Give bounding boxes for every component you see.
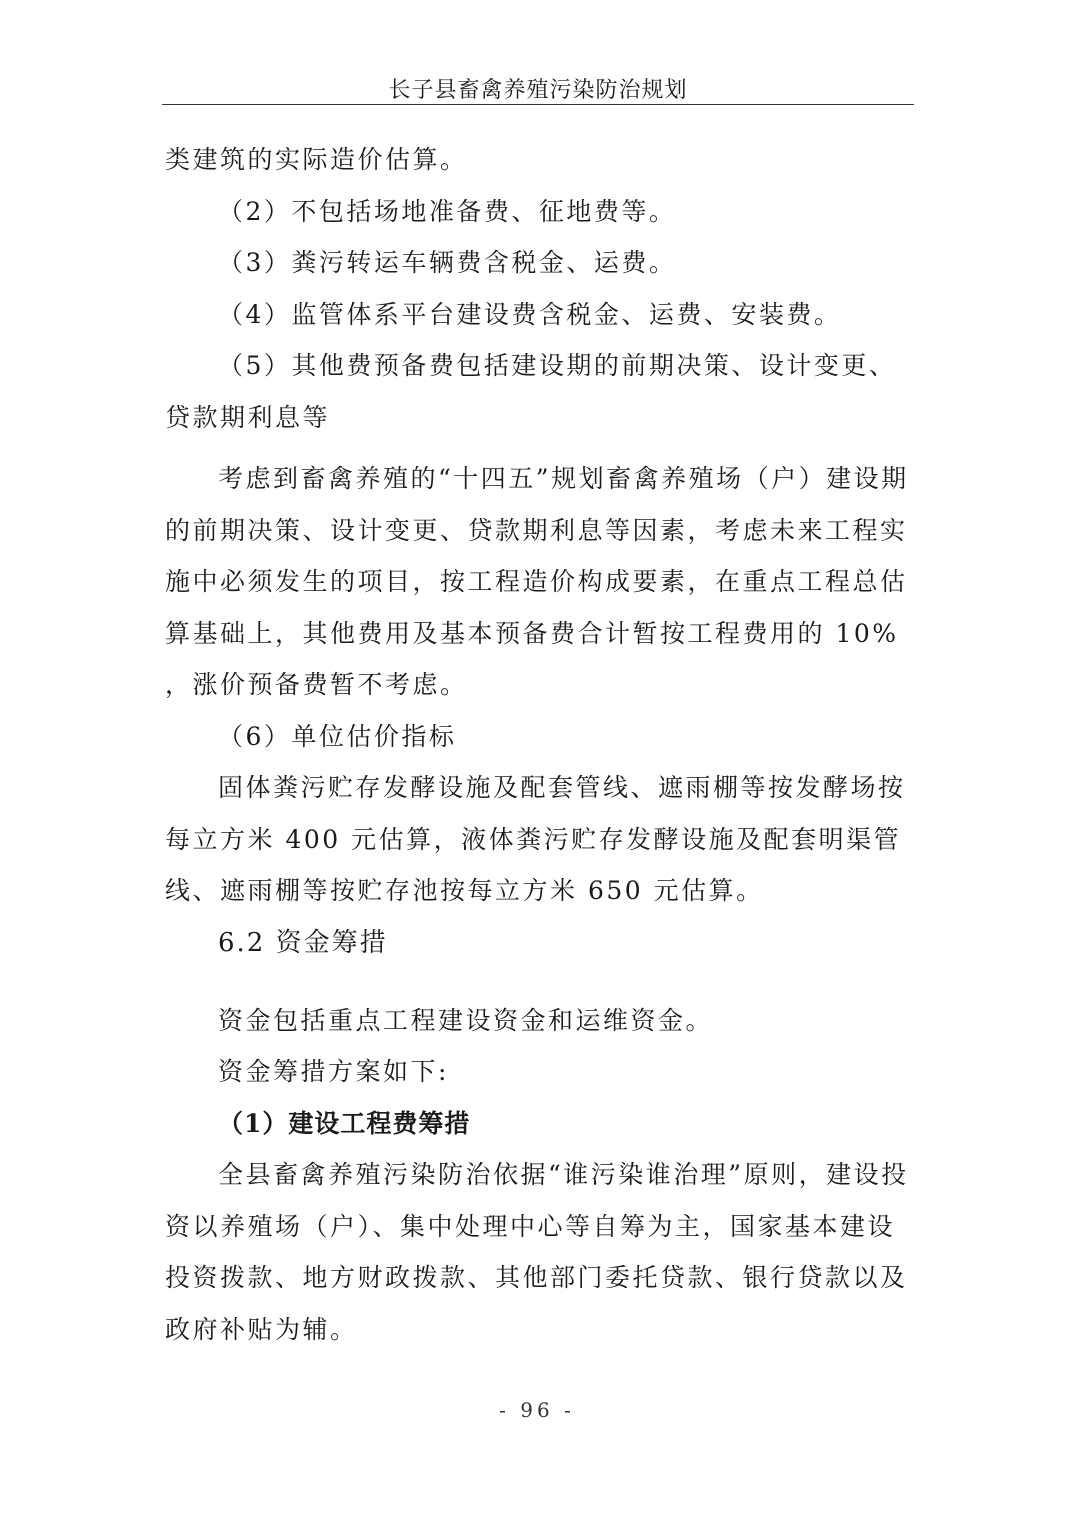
header-divider <box>162 104 914 105</box>
subheading-construction-funding: （1）建设工程费筹措 <box>218 1108 471 1138</box>
paragraph-plan-label: 资金筹措方案如下: <box>218 1057 449 1086</box>
list-item-6: （6）单位估价指标 <box>218 721 457 751</box>
list-item-5: （5）其他费预备费包括建设期的前期决策、设计变更、贷款期利息等 <box>165 351 897 432</box>
paragraph-cost-consideration: 考虑到畜禽养殖的“十四五”规划畜禽养殖场（户）建设期的前期决策、设计变更、贷款期利息等因素，考虑未来工程实施中必须发生的项目，按工程造价构成要素，在重点工程总估算基础上，其他费用及基本预备费合计暂按工程费用的 10% ，涨价预备费暂不考虑。 <box>165 464 909 699</box>
paragraph-continuation: 类建筑的实际造价估算。 <box>165 145 468 174</box>
paragraph-funding-body: 全县畜禽养殖污染防治依据“谁污染谁治理”原则，建设投资以养殖场（户）、集中处理中心等自筹为主，国家基本建设投资拨款、地方财政拨款、其他部门委托贷款、银行贷款以及政府补贴为辅。 <box>165 1160 909 1344</box>
paragraph-funding-intro: 资金包括重点工程建设资金和运维资金。 <box>218 1005 714 1035</box>
running-header: 长子县畜禽养殖污染防治规划 <box>388 78 688 103</box>
paragraph-unit-price: 固体粪污贮存发酵设施及配套管线、遮雨棚等按发酵场按每立方米 400 元估算，液体粪污贮存发酵设施及配套明渠管线、遮雨棚等按贮存池按每立方米 650 元估算。 <box>165 773 906 905</box>
list-item-4: （4）监管体系平台建设费含税金、运费、安装费。 <box>218 299 842 329</box>
section-heading: 6.2 资金筹措 <box>218 927 388 958</box>
list-item-2: （2）不包括场地准备费、征地费等。 <box>218 196 677 226</box>
page-number: - 96 - <box>499 1398 575 1422</box>
page-body <box>165 134 913 1355</box>
list-item-3: （3）粪污转运车辆费含税金、运费。 <box>218 248 677 277</box>
